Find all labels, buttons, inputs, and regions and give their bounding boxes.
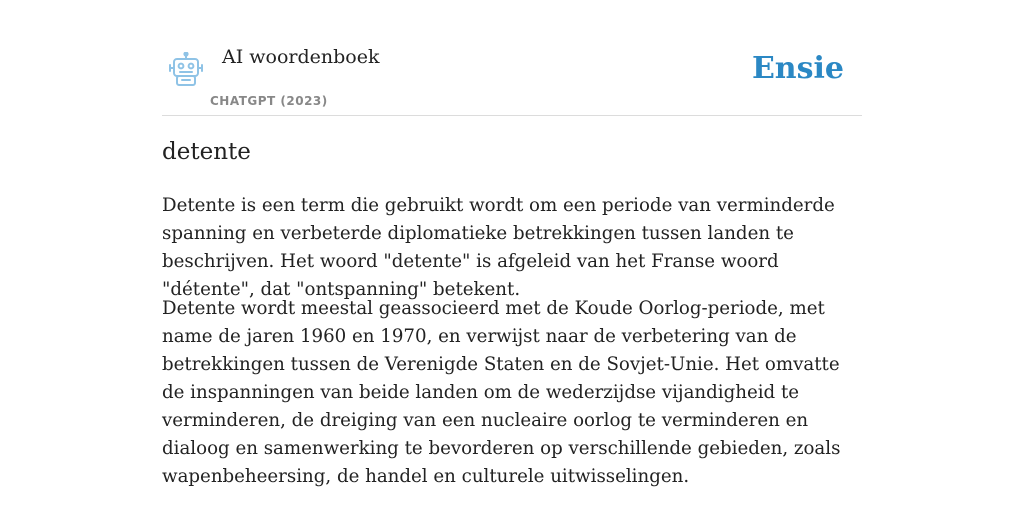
headword: detente — [162, 139, 251, 165]
definition-paragraph: Detente wordt meestal geassocieerd met de Koude Oorlog-periode, met name de jaren 1960 en 1970, en verwijst naar de verbetering van de betrekkingen tussen de Verenigde Staten en de Sovjet-Unie. Het omvatte de inspanningen van beide landen om de wederzijdse vijandigheid te verminderen, de dreiging van een nucleaire oorlog te verminderen en dialoog en samenwerking te bevorderen op verschillende gebieden, zoals wapenbeheersing, de handel en culturele uitwisselingen. — [162, 298, 841, 487]
source-label: CHATGPT (2023) — [210, 94, 328, 108]
dictionary-title[interactable]: AI woordenboek — [222, 46, 380, 68]
definition-paragraph: Detente is een term die gebruikt wordt om een periode van verminderde spanning en verbeterde diplomatieke betrekkingen tussen landen te beschrijven. Het woord "detente" is afgeleid van het Franse woord "détente", dat "ontspanning" betekent. — [162, 195, 835, 300]
dictionary-header — [162, 40, 862, 116]
robot-icon — [166, 52, 206, 88]
brand-logo[interactable]: Ensie — [751, 51, 844, 86]
